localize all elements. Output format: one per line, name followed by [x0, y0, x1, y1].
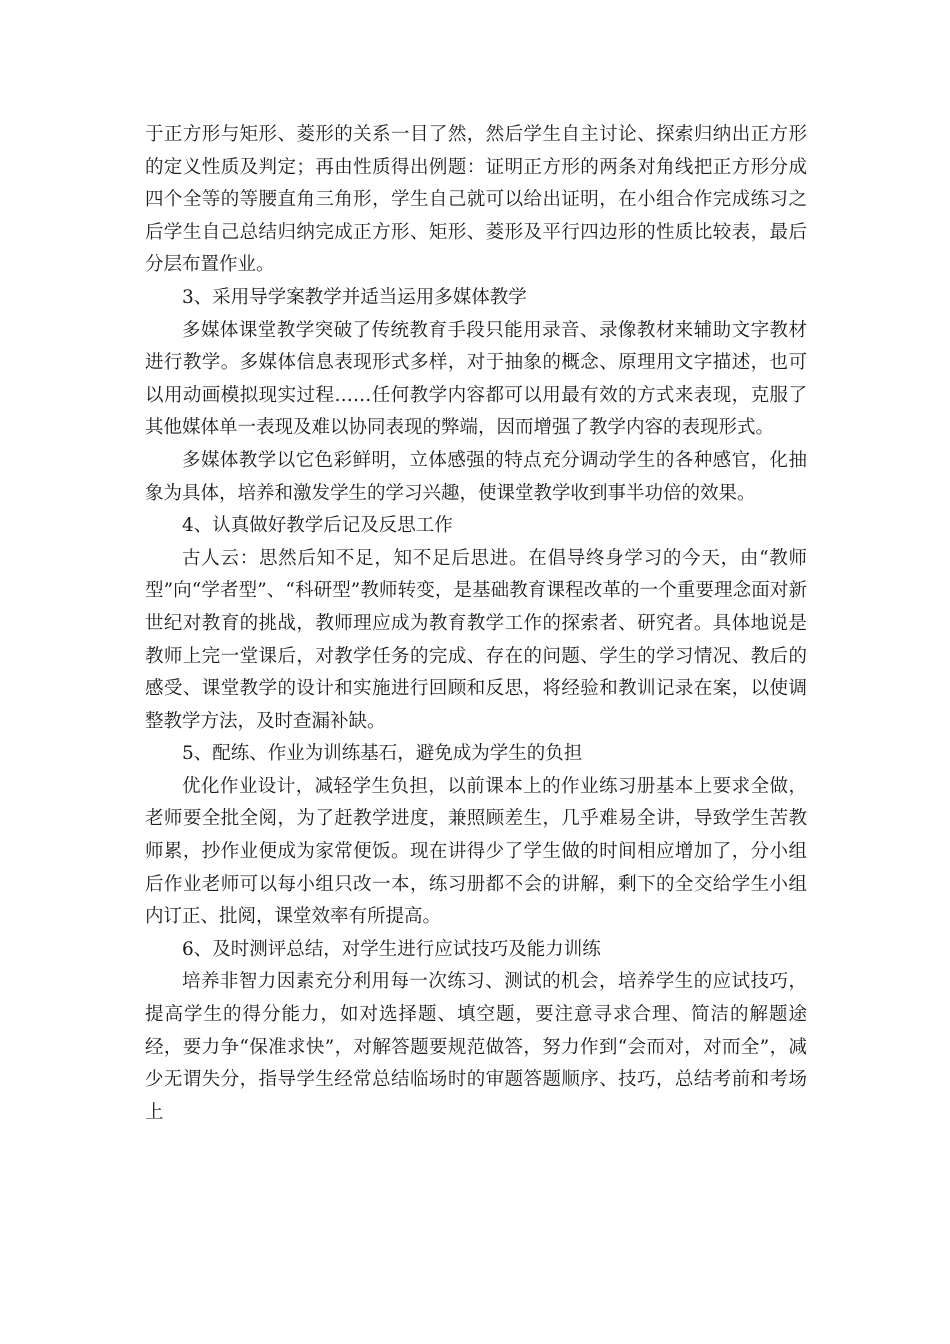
paragraph: 多媒体课堂教学突破了传统教育手段只能用录音、录像教材来辅助文字教材进行教学。多媒体信息表现形式多样，对于抽象的概念、原理用文字描述，也可以用动画模拟现实过程……任何教学内容都可以用最有效的方式来表现，克服了其他媒体单一表现及难以协同表现的弊端，因而增强了教学内容的表现形式。: [145, 319, 807, 439]
section-heading-3: 3、采用导学案教学并适当运用多媒体教学: [182, 286, 527, 308]
paragraph: 古人云：思然后知不足，知不足后思进。在倡导终身学习的今天，由“教师型”向“学者型”、“科研型”教师转变，是基础教育课程改革的一个重要理念面对新世纪对教育的挑战，教师理应成为教育教学工作的探索者、研究者。具体地说是教师上完一堂课后，对教学任务的完成、存在的问题、学生的学习情况、教后的感受、课堂教学的设计和实施进行回顾和反思，将经验和教训记录在案，以使调整教学方法，及时查漏补缺。: [145, 547, 807, 732]
paragraph: 培养非智力因素充分利用每一次练习、测试的机会，培养学生的应试技巧，提高学生的得分能力，如对选择题、填空题，要注意寻求合理、简洁的解题途经，要力争“保准求快”，对解答题要规范做答，努力作到“会而对，对而全”，减少无谓失分，指导学生经常总结临场时的审题答题顺序、技巧，总结考前和考场上: [145, 971, 807, 1123]
section-heading-4: 4、认真做好教学后记及反思工作: [182, 515, 453, 537]
paragraph-continuation: 于正方形与矩形、菱形的关系一目了然，然后学生自主讨论、探索归纳出正方形的定义性质及判定；再由性质得出例题：证明正方形的两条对角线把正方形分成四个全等的等腰直角三角形，学生自己就可以给出证明，在小组合作完成练习之后学生自己总结归纳完成正方形、矩形、菱形及平行四边形的性质比较表，最后分层布置作业。: [145, 124, 807, 276]
paragraph: 优化作业设计，减轻学生负担，以前课本上的作业练习册基本上要求全做，老师要全批全阅，为了赶教学进度，兼照顾差生，几乎难易全讲，导致学生苦教师累，抄作业便成为家常便饭。现在讲得少了学生做的时间相应增加了，分小组后作业老师可以每小组只改一本，练习册都不会的讲解，剩下的全交给学生小组内订正、批阅，课堂效率有所提高。: [145, 775, 807, 928]
document-body: [145, 119, 807, 1129]
section-heading-6: 6、及时测评总结，对学生进行应试技巧及能力训练: [182, 938, 601, 960]
section-heading-5: 5、配练、作业为训练基石，避免成为学生的负担: [182, 743, 583, 765]
paragraph: 多媒体教学以它色彩鲜明，立体感强的特点充分调动学生的各种感官，化抽象为具体，培养和激发学生的学习兴趣，使课堂教学收到事半功倍的效果。: [145, 449, 807, 504]
